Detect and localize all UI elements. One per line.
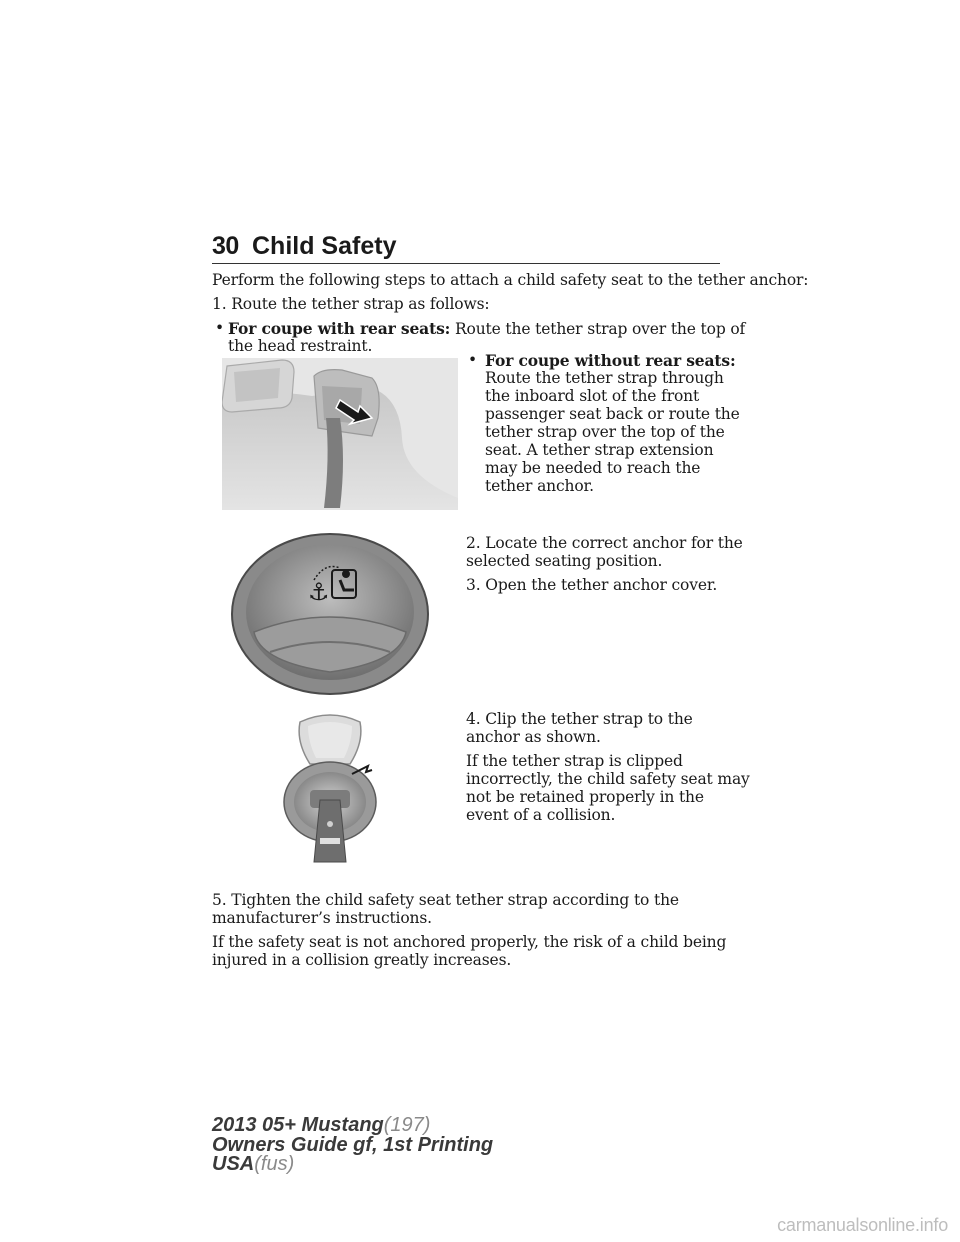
svg-text:⚓: ⚓ xyxy=(308,578,330,606)
closing-text: If the safety seat is not anchored properly, the risk of a child being xyxy=(212,933,727,951)
step-5-text-cont: manufacturer’s instructions. xyxy=(212,909,432,927)
bullet-2-glyph: • xyxy=(468,351,477,369)
bullet-1-text-cont: the head restraint. xyxy=(228,337,373,355)
watermark-link[interactable]: carmanualsonline.info xyxy=(777,1215,948,1235)
bullet-1-heading: For coupe with rear seats: xyxy=(228,319,451,338)
closing-text-cont: injured in a collision greatly increases. xyxy=(212,951,512,969)
footer-imprint xyxy=(212,1116,493,1175)
footer-market: USA xyxy=(212,1153,255,1175)
warning-line: not be retained properly in the xyxy=(466,788,704,806)
step-2-text: 2. Locate the correct anchor for the xyxy=(466,534,743,552)
tether-anchor-cover-illustration xyxy=(230,532,430,696)
step-3-text: 3. Open the tether anchor cover. xyxy=(466,576,718,594)
page-title: Child Safety xyxy=(252,232,397,260)
bullet-1-glyph: • xyxy=(215,319,224,337)
bullet-1 xyxy=(228,320,745,339)
footer-model: 2013 05+ Mustang xyxy=(212,1114,384,1136)
warning-line: If the tether strap is clipped xyxy=(466,752,683,770)
step-4-text: 4. Clip the tether strap to the xyxy=(466,710,693,728)
step-1-text: 1. Route the tether strap as follows: xyxy=(212,295,490,313)
footer-model-code: (197) xyxy=(383,1114,431,1136)
bullet-2-line: tether anchor. xyxy=(485,477,594,495)
bullet-2-heading: For coupe without rear seats: xyxy=(485,351,736,370)
bullet-2-line: Route the tether strap through xyxy=(485,369,724,387)
bullet-2-line: seat. A tether strap extension xyxy=(485,441,714,459)
bullet-2-line: may be needed to reach the xyxy=(485,459,701,477)
tether-anchor-clip-illustration xyxy=(280,712,380,864)
step-5-text: 5. Tighten the child safety seat tether strap according to the xyxy=(212,891,679,909)
warning-line: event of a collision. xyxy=(466,806,616,824)
warning-line: incorrectly, the child safety seat may xyxy=(466,770,750,788)
bullet-2-line: tether strap over the top of the xyxy=(485,423,725,441)
page-number: 30 xyxy=(212,232,239,260)
bullet-1-text: Route the tether strap over the top of xyxy=(455,320,746,338)
step-4-text-cont: anchor as shown. xyxy=(466,728,601,746)
bullet-2-line: the inboard slot of the front xyxy=(485,387,700,405)
step-2-text-cont: selected seating position. xyxy=(466,552,663,570)
bullet-2-line: passenger seat back or route the xyxy=(485,405,740,423)
intro-text: Perform the following steps to attach a child safety seat to the tether anchor: xyxy=(212,271,809,289)
header-rule xyxy=(212,263,720,264)
footer-market-code: (fus) xyxy=(254,1153,295,1175)
seat-tether-route-illustration xyxy=(222,358,458,510)
footer-guide: Owners Guide gf, 1st Printing xyxy=(212,1133,494,1156)
